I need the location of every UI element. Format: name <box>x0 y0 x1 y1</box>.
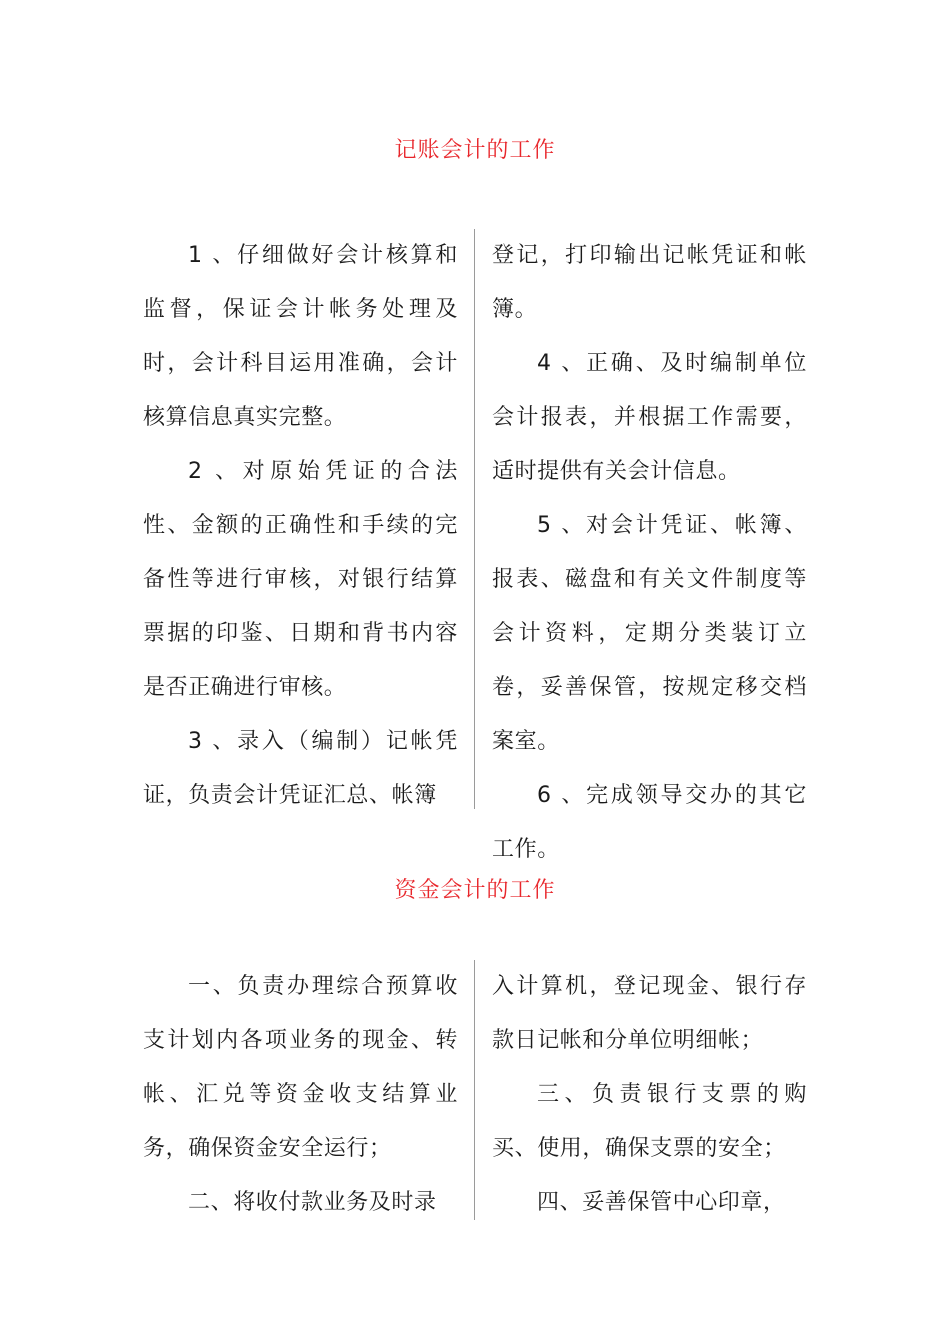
column-divider <box>474 229 475 809</box>
paragraph-item-6: 6 、完成领导交办的其它工作。 <box>492 783 807 862</box>
paragraph-item-two-start: 二、将收付款业务及时录 <box>188 1190 437 1215</box>
right-column <box>492 229 807 877</box>
bookkeeping-two-column-body <box>143 229 813 862</box>
paragraph-item-3-start: 3 、录入（编制）记帐凭证，负责会计凭证汇总、帐簿 <box>143 729 458 808</box>
paragraph-item-four: 四、妥善保管中心印章， <box>537 1190 786 1215</box>
paragraph-item-one: 一、负责办理综合预算收支计划内各项业务的现金、转帐、汇兑等资金收支结算业务，确保资金安全运行； <box>143 974 458 1161</box>
paragraph-item-2: 2 、对原始凭证的合法性、金额的正确性和手续的完备性等进行审核，对银行结算票据的印鉴、日期和背书内容是否正确进行审核。 <box>143 459 458 700</box>
paragraph-item-1: 1 、仔细做好会计核算和监督，保证会计帐务处理及时，会计科目运用准确，会计核算信息真实完整。 <box>143 243 458 430</box>
paragraph-item-5: 5 、对会计凭证、帐簿、报表、磁盘和有关文件制度等会计资料，定期分类装订立卷，妥善保管，按规定移交档案室。 <box>492 513 807 754</box>
column-divider <box>474 960 475 1220</box>
paragraph-item-two-continued: 入计算机，登记现金、银行存款日记帐和分单位明细帐； <box>492 974 807 1053</box>
left-column <box>143 229 458 823</box>
left-column <box>143 960 458 1230</box>
paragraph-item-4: 4 、正确、及时编制单位会计报表，并根据工作需要，适时提供有关会计信息。 <box>492 351 807 484</box>
right-column <box>492 960 807 1230</box>
section-title-funds: 资金会计的工作 <box>394 878 556 903</box>
funds-two-column-body <box>143 960 813 1220</box>
paragraph-item-three: 三、负责银行支票的购买、使用，确保支票的安全； <box>492 1082 807 1161</box>
paragraph-item-3-continued: 登记，打印输出记帐凭证和帐簿。 <box>492 243 807 322</box>
section-title-bookkeeping: 记账会计的工作 <box>394 138 556 163</box>
